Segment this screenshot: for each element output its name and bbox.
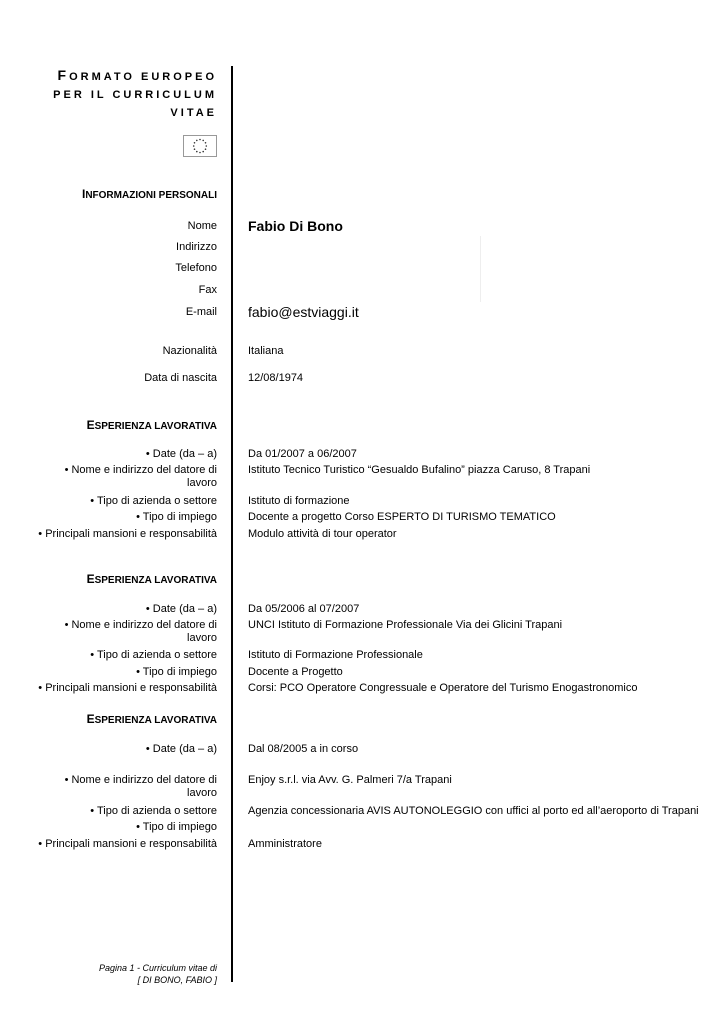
value-sector: Istituto di Formazione Professionale [248, 649, 423, 661]
section-personal-info: INFORMAZIONI PERSONALI [81, 187, 217, 201]
label-birthdate: Data di nascita [144, 372, 217, 384]
footer-line-1: Pagina 1 - Curriculum vitae di [98, 963, 217, 973]
value-sector: Istituto di formazione [248, 495, 350, 507]
label-fax: Fax [198, 284, 217, 296]
label-nationality: Nazionalità [162, 345, 217, 357]
title-line-2: PER IL CURRICULUM [53, 89, 217, 101]
label-sector: • Tipo di azienda o settore [90, 805, 217, 817]
label-duties: • Principali mansioni e responsabilità [38, 528, 217, 540]
label-email: E-mail [185, 306, 217, 318]
value-job-type: Docente a progetto Corso ESPERTO DI TURISMO TEMATICO [248, 511, 556, 523]
value-birthdate: 12/08/1974 [248, 372, 304, 384]
label-dates: • Date (da – a) [145, 603, 217, 615]
footer-line-2: [ DI BONO, FABIO ] [137, 975, 217, 985]
label-name: Nome [187, 220, 217, 232]
value-employer: UNCI Istituto di Formazione Professionale Via dei Glicini Trapani [248, 619, 563, 631]
value-dates: Dal 08/2005 a in corso [248, 743, 359, 755]
value-nationality: Italiana [248, 345, 284, 357]
title-line-1: FORMATO EUROPEO [57, 67, 217, 83]
section-experience-3: ESPERIENZA LAVORATIVA [86, 712, 217, 726]
value-job-type: Docente a Progetto [248, 666, 343, 678]
value-email: fabio@estviaggi.it [248, 304, 359, 320]
value-dates: Da 05/2006 al 07/2007 [248, 603, 360, 615]
cv-title [0, 66, 217, 122]
eu-stars-icon [184, 136, 216, 156]
label-address: Indirizzo [176, 241, 217, 253]
section-experience-1: ESPERIENZA LAVORATIVA [86, 418, 217, 432]
label-sector: • Tipo di azienda o settore [90, 649, 217, 661]
label-duties: • Principali mansioni e responsabilità [38, 838, 217, 850]
title-line-3: VITAE [170, 107, 217, 119]
label-employer: • Nome e indirizzo del datore di lavoro [64, 774, 217, 799]
label-job-type: • Tipo di impiego [136, 511, 217, 523]
value-dates: Da 01/2007 a 06/2007 [248, 448, 357, 460]
label-job-type: • Tipo di impiego [136, 821, 217, 833]
value-duties: Modulo attività di tour operator [248, 528, 397, 540]
value-employer: Enjoy s.r.l. via Avv. G. Palmeri 7/a Trapani [248, 774, 452, 786]
value-sector: Agenzia concessionaria AVIS AUTONOLEGGIO con uffici al porto ed all’aeroporto di Trapani [248, 805, 699, 817]
label-employer: • Nome e indirizzo del datore di lavoro [64, 619, 217, 644]
label-job-type: • Tipo di impiego [136, 666, 217, 678]
label-duties: • Principali mansioni e responsabilità [38, 682, 217, 694]
value-duties: Amministratore [248, 838, 322, 850]
value-name: Fabio Di Bono [248, 218, 343, 234]
vertical-divider [231, 66, 233, 982]
label-dates: • Date (da – a) [145, 448, 217, 460]
label-dates: • Date (da – a) [145, 743, 217, 755]
section-experience-2: ESPERIENZA LAVORATIVA [86, 572, 217, 586]
label-sector: • Tipo di azienda o settore [90, 495, 217, 507]
eu-flag-icon [183, 135, 217, 157]
label-employer: • Nome e indirizzo del datore di lavoro [64, 464, 217, 489]
page-footer [17, 962, 217, 986]
label-phone: Telefono [175, 262, 217, 274]
faint-divider [480, 236, 481, 302]
value-duties: Corsi: PCO Operatore Congressuale e Operatore del Turismo Enogastronomico [248, 682, 638, 694]
value-employer: Istituto Tecnico Turistico “Gesualdo Bufalino” piazza Caruso, 8 Trapani [248, 464, 591, 476]
